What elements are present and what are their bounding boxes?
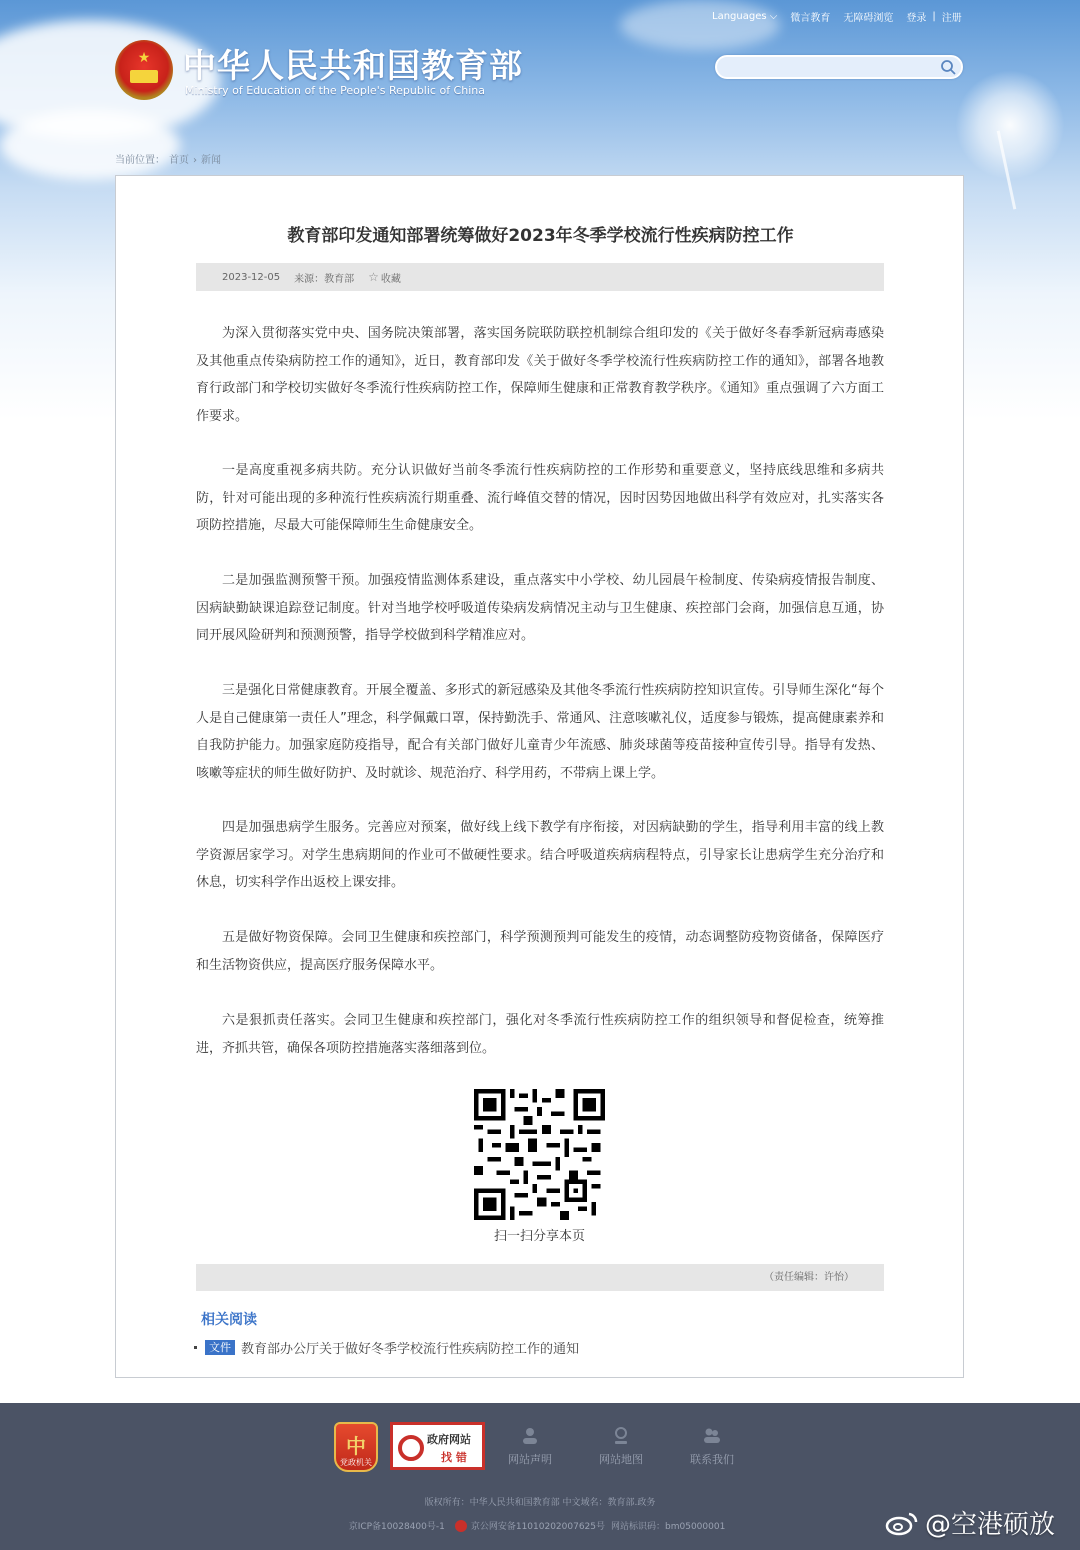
breadcrumb-separator: › [193, 155, 197, 166]
star-outline-icon[interactable]: ☆ [368, 270, 379, 284]
qr-caption: 扫一扫分享本页 [493, 1229, 585, 1244]
site-statement-label: 网站声明 [508, 1453, 552, 1466]
article-source: 来源：教育部 [294, 273, 355, 285]
qr-code-image [474, 1089, 605, 1220]
article-paragraph: 五是做好物资保障。会同卫生健康和疾控部门，科学预测预判可能发生的疫情，动态调整防疫物资储备，保障医疗和生活物资供应，提高医疗服务保障水平。 [196, 930, 884, 973]
contact-us-label: 联系我们 [690, 1453, 734, 1466]
related-item[interactable] [194, 1338, 579, 1357]
search-input[interactable] [717, 59, 937, 79]
article-date: 2023-12-05 [222, 271, 281, 283]
article-meta-bar [196, 263, 884, 291]
languages-link[interactable]: Languages ⌵ [712, 11, 778, 22]
star-icon: ★ [137, 50, 151, 66]
site-statement-link[interactable] [495, 1427, 565, 1467]
bullet-icon [194, 1346, 197, 1349]
related-item-link[interactable]: 教育部办公厅关于做好冬季学校流行性疾病防控工作的通知 [241, 1342, 580, 1357]
related-reading-heading: 相关阅读 [201, 1312, 257, 1328]
location-pin-icon [613, 1427, 629, 1445]
related-item-tag: 文件 [205, 1340, 235, 1355]
article-container [115, 175, 964, 1378]
favorite-button[interactable]: 收藏 [380, 273, 401, 285]
gov-badge-line1: 政府网站 [427, 1433, 471, 1446]
link-divider: | [932, 11, 936, 22]
police-record-link[interactable]: 京公网安备11010202007625号 [470, 1522, 606, 1532]
article-paragraph: 二是加强监测预警干预。加强疫情监测体系建设，重点落实中小学校、幼儿园晨午检制度、传染病疫情报告制度、因病缺勤缺课追踪登记制度。针对当地学校呼吸道传染病发病情况主动与卫生健康、疾控部门会商，加强信息互通，协同开展风险研判和预测预警，指导学校做到科学精准应对。 [196, 573, 884, 643]
top-links-bar [712, 9, 975, 24]
article-paragraph: 六是狠抓责任落实。会同卫生健康和疾控部门，强化对冬季流行性疾病防控工作的组织领导和督促检查，统筹推进，齐抓共管，确保各项防控措施落实落细落到位。 [196, 1013, 884, 1056]
site-subtitle: Ministry of Education of the People's Republic of China [185, 84, 485, 97]
register-link[interactable]: 注册 [941, 13, 962, 24]
icp-link[interactable]: 京ICP备10028400号-1 [348, 1522, 445, 1532]
badge-text: 党政机关 [340, 1458, 372, 1467]
article-paragraph: 为深入贯彻落实党中央、国务院决策部署，落实国务院联防联控机制综合组印发的《关于做好冬春季新冠病毒感染及其他重点传染病防控工作的通知》，近日，教育部印发《关于做好冬季学校流行性疾病防控工作的通知》，部署各地教育行政部门和学校切实做好冬季流行性疾病防控工作，保障师生健康和正常教育教学秩序。《通知》重点强调了六方面工作要求。 [196, 326, 884, 424]
weibo-icon [885, 1510, 919, 1536]
breadcrumb [115, 151, 225, 166]
login-link[interactable]: 登录 [906, 13, 927, 24]
breadcrumb-home[interactable]: 首页 [169, 155, 189, 166]
weiyan-link[interactable]: 微言教育 [790, 13, 831, 24]
national-emblem-logo[interactable] [115, 40, 173, 100]
weibo-watermark [885, 1504, 1055, 1541]
contacts-icon [703, 1427, 721, 1445]
user-icon [522, 1427, 538, 1445]
footer-copyright: 版权所有：中华人民共和国教育部 中文域名：教育部.政务 [424, 1498, 656, 1508]
site-map-link[interactable] [586, 1427, 656, 1467]
badge-char: 中 [346, 1434, 366, 1458]
article-paragraph: 四是加强患病学生服务。完善应对预案，做好线上线下教学有序衔接，对因病缺勤的学生，指导利用丰富的线上教学资源居家学习。对学生患病期间的作业可不做硬性要求。结合呼吸道疾病病程特点，引导家长让患病学生充分治疗和休息，切实科学作出返校上课安排。 [196, 820, 884, 890]
party-gov-badge[interactable] [334, 1422, 378, 1472]
tiananmen-icon [130, 70, 158, 83]
accessibility-link[interactable]: 无障碍浏览 [843, 13, 894, 24]
breadcrumb-current[interactable]: 新闻 [201, 155, 221, 166]
article-paragraph: 三是强化日常健康教育。开展全覆盖、多形式的新冠感染及其他冬季流行性疾病防控知识宣传。引导师生深化“每个人是自己健康第一责任人”理念，科学佩戴口罩，保持勤洗手、常通风、注意咳嗽礼仪，适度参与锻炼，提高健康素养和自我防护能力。加强家庭防疫指导，配合有关部门做好儿童青少年流感、肺炎球菌等疫苗接种宣传引导。指导有发热、咳嗽等症状的师生做好防护、及时就诊、规范治疗、科学用药，不带病上课上学。 [196, 683, 884, 781]
site-title[interactable]: 中华人民共和国教育部 [183, 46, 523, 85]
magnifier-icon [398, 1435, 424, 1461]
search-icon[interactable] [939, 58, 957, 76]
site-map-label: 网站地图 [599, 1453, 643, 1466]
article-paragraph: 一是高度重视多病共防。充分认识做好当前冬季流行性疾病防控的工作形势和重要意义，坚持底线思维和多病共防，针对可能出现的多种流行性疾病流行期重叠、流行峰值交替的情况，因时因势因地做出科学有效应对，扎实落实各项防控措施，尽最大可能保障师生生命健康安全。 [196, 463, 884, 533]
cloud-decoration [0, 110, 180, 180]
search-box [715, 55, 963, 79]
police-badge-icon [455, 1520, 467, 1532]
watermark-text: @空港硕放 [925, 1510, 1056, 1540]
dandelion-decoration [955, 70, 1065, 180]
gov-badge-line2: 找 错 [441, 1451, 467, 1464]
contact-us-link[interactable] [677, 1427, 747, 1467]
gov-site-error-report-badge[interactable] [390, 1422, 485, 1470]
breadcrumb-prefix: 当前位置： [115, 155, 165, 166]
article-title: 教育部印发通知部署统筹做好2023年冬季学校流行性疾病防控工作 [287, 226, 794, 246]
cloud-decoration [620, 0, 780, 50]
site-id: 网站标识码：bm05000001 [611, 1522, 726, 1532]
editor-bar: （责任编辑：许怡） [196, 1264, 884, 1291]
